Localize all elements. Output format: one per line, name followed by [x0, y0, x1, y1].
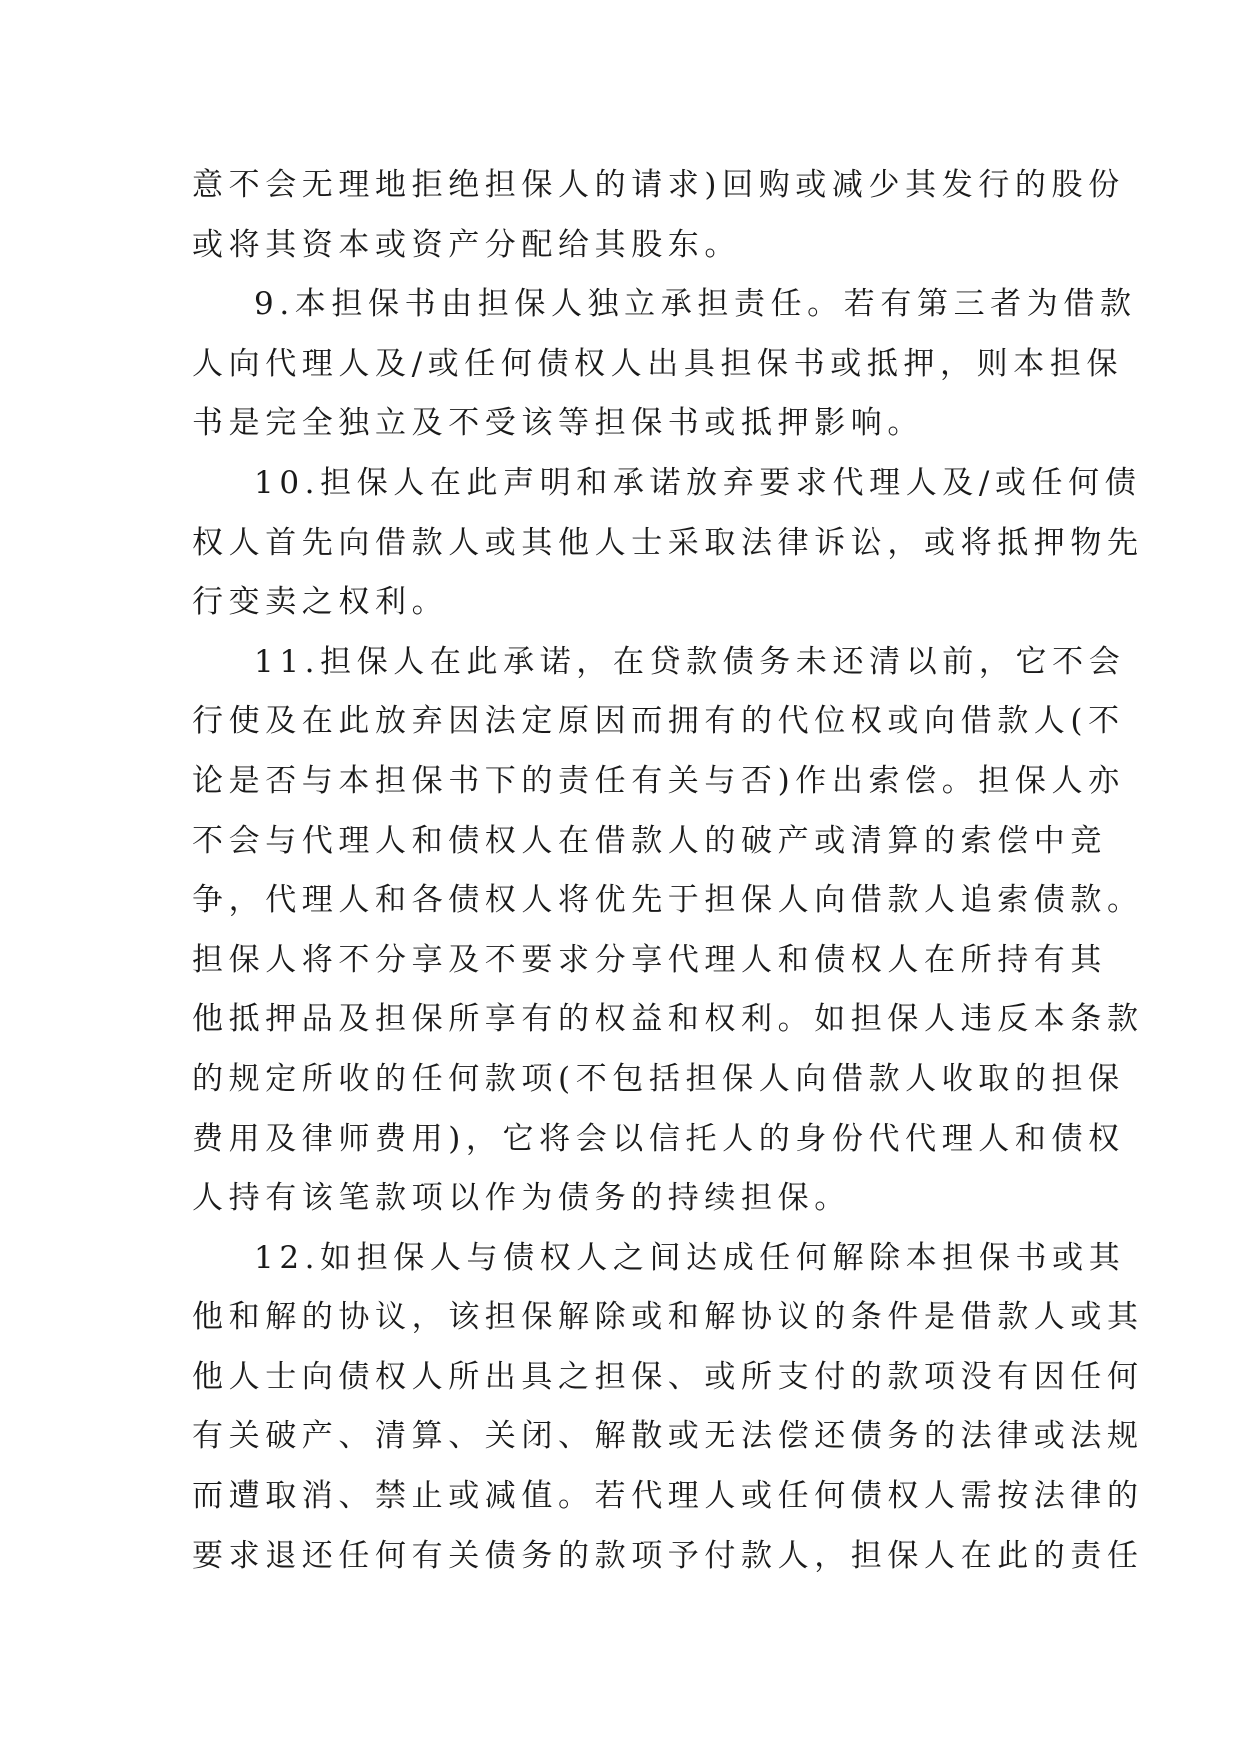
paragraph-8-continued — [192, 156, 1125, 275]
text-line: 9.本担保书由担保人独立承担责任。若有第三者为借款 — [254, 286, 1137, 323]
text-line: 要求退还任何有关债务的款项予付款人，担保人在此的责任 — [192, 1537, 1144, 1574]
text-line: 费用及律师费用)，它将会以信托人的身份代代理人和债权 — [192, 1120, 1125, 1157]
text-line: 有关破产、清算、关闭、解散或无法偿还债务的法律或法规 — [192, 1418, 1144, 1455]
text-line: 权人首先向借款人或其他人士采取法律诉讼，或将抵押物先 — [192, 524, 1144, 561]
text-line: 或将其资本或资产分配给其股东。 — [192, 226, 741, 263]
text-line: 争，代理人和各债权人将优先于担保人向借款人追索债款。 — [192, 882, 1144, 919]
document-body — [192, 156, 1144, 1586]
text-line: 而遭取消、禁止或减值。若代理人或任何债权人需按法律的 — [192, 1478, 1144, 1515]
paragraph-10 — [192, 454, 1144, 633]
text-line: 担保人将不分享及不要求分享代理人和债权人在所持有其 — [192, 941, 1107, 978]
paragraph-9 — [192, 275, 1137, 454]
text-line: 他人士向债权人所出具之担保、或所支付的款项没有因任何 — [192, 1358, 1144, 1395]
text-line: 不会与代理人和债权人在借款人的破产或清算的索偿中竞 — [192, 822, 1107, 859]
text-line: 12.如担保人与债权人之间达成任何解除本担保书或其 — [254, 1239, 1126, 1276]
text-line: 行使及在此放弃因法定原因而拥有的代位权或向借款人(不 — [192, 703, 1125, 740]
text-line: 他抵押品及担保所享有的权益和权利。如担保人违反本条款 — [192, 1001, 1144, 1038]
text-line: 人向代理人及/或任何债权人出具担保书或抵押，则本担保 — [192, 345, 1124, 382]
text-line: 10.担保人在此声明和承诺放弃要求代理人及/或任何债 — [254, 464, 1142, 501]
text-line: 他和解的协议，该担保解除或和解协议的条件是借款人或其 — [192, 1299, 1144, 1336]
text-line: 书是完全独立及不受该等担保书或抵押影响。 — [192, 405, 924, 442]
text-line: 论是否与本担保书下的责任有关与否)作出索偿。担保人亦 — [192, 762, 1125, 799]
text-line: 意不会无理地拒绝担保人的请求)回购或减少其发行的股份 — [192, 167, 1125, 203]
text-line: 的规定所收的任何款项(不包括担保人向借款人收取的担保 — [192, 1060, 1125, 1097]
text-line: 11.担保人在此承诺，在贷款债务未还清以前，它不会 — [254, 643, 1126, 680]
text-line: 行变卖之权利。 — [192, 584, 449, 621]
paragraph-11 — [192, 633, 1144, 1229]
paragraph-12 — [192, 1229, 1144, 1587]
text-line: 人持有该笔款项以作为债务的持续担保。 — [192, 1180, 851, 1217]
